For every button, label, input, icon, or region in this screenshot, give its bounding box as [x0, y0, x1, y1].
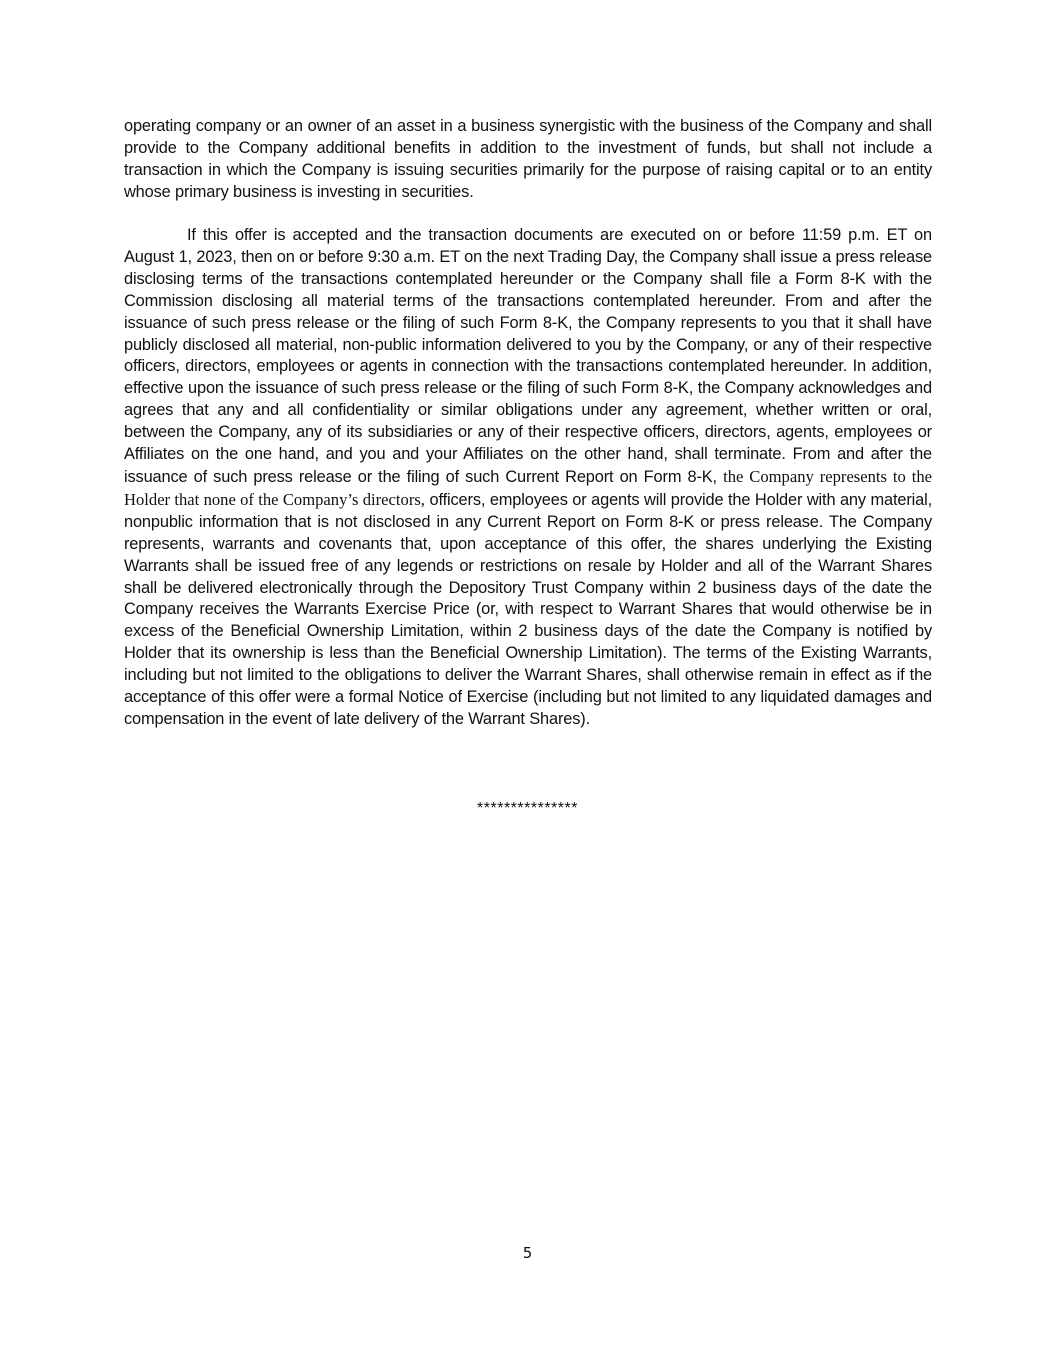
paragraph-continuation: operating company or an owner of an asset in a business synergistic with the business of the Company and shall provide to the Company additional benefits in addition to the investment of funds, but shall not include a transaction in which the Company is issuing securities primarily for the purpose of raising capital or to an entity whose primary business is investing in securities. — [124, 117, 932, 201]
paragraph-text-segment-end: officers, employees or agents will provide the Holder with any material, nonpublic information that is not disclosed in any Current Report on Form 8-K or press release. The Company represents, warrants and covenants that, upon acceptance of this offer, the shares underlying the Existing Warrants shall be issued free of any legends or restrictions on resale by Holder and all of the Warrant Shares shall be delivered electronically through the Depository Trust Company within 2 business days of the date the Company receives the Warrants Exercise Price (or, with respect to Warrant Shares that would otherwise be in excess of the Beneficial Ownership Limitation, within 2 business days of the date the Company is notified by Holder that its ownership is less than the Beneficial Ownership Limitation). The terms of the Existing Warrants, including but not limited to the obligations to deliver the Warrant Shares, shall otherwise remain in effect as if the acceptance of this offer were a formal Notice of Exercise (including but not limited to any liquidated damages and compensation in the event of late delivery of the Warrant Shares). — [124, 490, 933, 728]
paragraph-text-segment: If this offer is accepted and the transaction documents are executed on or before 11:59 p.m. ET on August 1, 2023, then on or before 9:30 a.m. ET on the next Trading Day, the Company shall issue a press release disclosing terms of the transactions contemplated hereunder or the Company shall file a Form 8-K with the Commission disclosing all material terms of the transactions contemplated hereunder. From and after the issuance of such press release or the filing of such Form 8-K, the Company represents to you that it shall have publicly disclosed all material, non-public information delivered to you by the Company, or any of their respective officers, directors, employees or agents in connection with the transactions contemplated hereunder. In addition, effective upon the issuance of such press release or the filing of such Form 8-K, the Company acknowledges and agrees that any and all confidentiality or similar obligations under any agreement, whether written or oral, between the Company, any of its subsidiaries or any of their respective officers, directors, agents, employees or Affiliates on the one hand, and you and your Affiliates on the other hand, shall terminate. From and after the issuance of such press release or the filing of such Current Report on Form 8-K, — [124, 226, 932, 486]
page-number: 5 — [522, 1244, 533, 1262]
paragraph-press-release-terms — [124, 225, 932, 731]
section-separator: *************** — [477, 800, 578, 817]
paragraph-text-serif-segment: the Company represents to the Holder that none of the Company’s directors, — [124, 466, 932, 509]
